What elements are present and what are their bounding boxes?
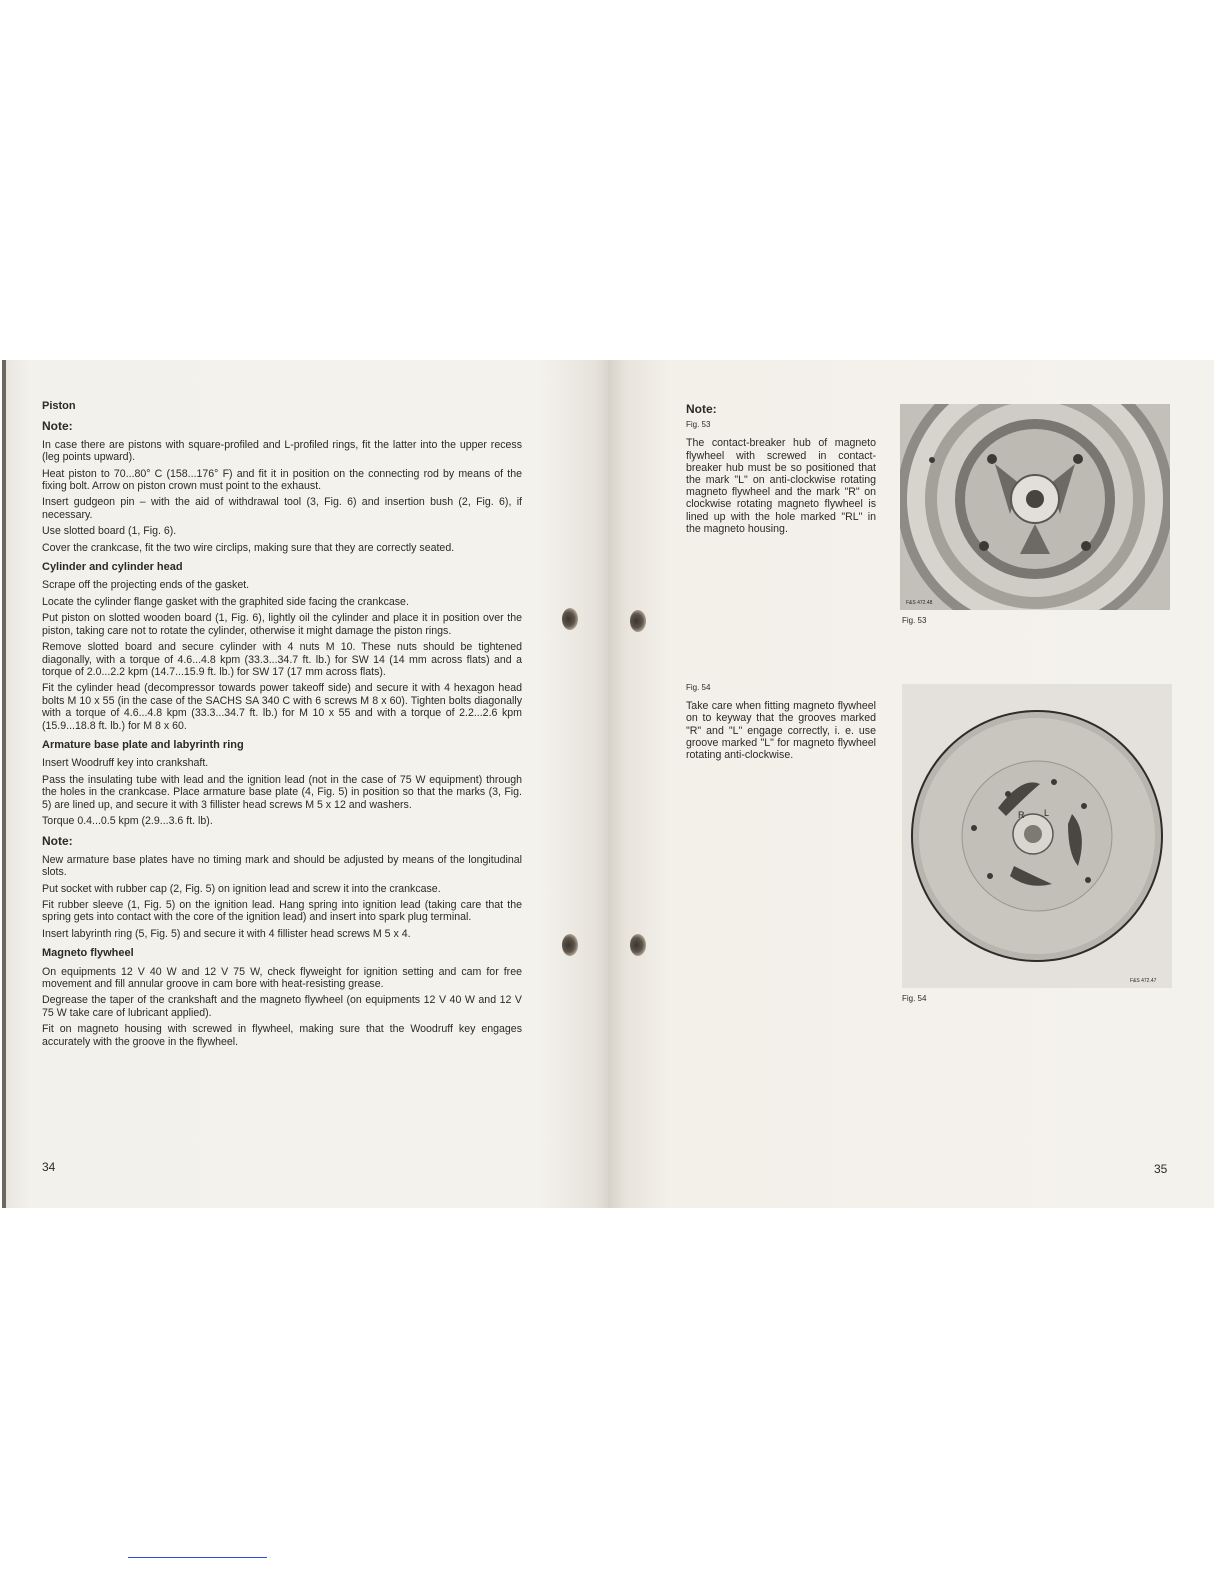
- magneto-flywheel-illustration: [900, 404, 1170, 610]
- cylinder-heading: Cylinder and cylinder head: [42, 561, 183, 574]
- paragraph: Insert labyrinth ring (5, Fig. 5) and secure it with 4 fillister head screws M 5 x 4.: [42, 927, 411, 940]
- right-page: [608, 360, 1214, 1208]
- paragraph: Insert gudgeon pin – with the aid of withdrawal tool (3, Fig. 6) and insertion bush (2, Fig. 6), if necessary.: [42, 496, 522, 521]
- binding-hole: [562, 608, 578, 630]
- paragraph: Scrape off the projecting ends of the gasket.: [42, 579, 250, 592]
- magneto-flywheel-rear-illustration: [902, 684, 1172, 988]
- photo-code: F&S 472.47: [1130, 978, 1157, 984]
- paragraph: Fit the cylinder head (decompressor towards power takeoff side) and secure it with 4 hexagon head bolts M 10 x 55 (in the case of the SACHS SA 340 C with 6 screws M 8 x 60). Tighten bolts diagonally with a torque of 4.6...4.8 kpm (33.3...34.7 ft. lb.) for M 10 x 55 and with a torque of 2.2...2.6 kpm (15.9...18.8 ft. lb.) for M 8 x 60.: [42, 682, 522, 732]
- paragraph: New armature base plates have no timing mark and should be adjusted by means of the longitudinal slots.: [42, 853, 522, 879]
- paragraph: Take care when fitting magneto flywheel on to keyway that the grooves marked "R" and "L" engage correctly, i. e. use groove marked "L" for magneto flywheel rotating anti-clockwise.: [686, 700, 876, 762]
- note-heading: Note:: [686, 402, 717, 416]
- fig54-caption: Fig. 54: [902, 994, 927, 1003]
- paragraph: Heat piston to 70...80° C (158...176° F) and fit it in position on the connecting rod by means of the fixing bolt. Arrow on piston crown must point to the exhaust.: [42, 467, 522, 493]
- paragraph: In case there are pistons with square-profiled and L-profiled rings, fit the latter into the upper recess (leg points upward).: [42, 438, 522, 464]
- fig53-photo: [900, 404, 1170, 610]
- figure-reference: Fig. 54: [686, 683, 711, 692]
- page-number-right: 35: [1154, 1162, 1168, 1176]
- paragraph: Fit rubber sleeve (1, Fig. 5) on the ignition lead. Hang spring into ignition lead (taking care that the spring gets into contact with the core of the ignition lead) and insert into spark plug terminal.: [42, 899, 522, 924]
- binding-hole: [630, 610, 646, 632]
- paragraph: The contact-breaker hub of magneto flywheel with screwed in contact-breaker hub must be so positioned that the mark "L" on anti-clockwise rotating magneto flywheel and the mark "R" on clockwise rotating magneto flywheel is lined up with the hole marked "RL" in the magneto housing.: [686, 437, 876, 535]
- left-text-column: [42, 400, 522, 1052]
- armature-heading: Armature base plate and labyrinth ring: [42, 738, 244, 751]
- paragraph: Put piston on slotted wooden board (1, Fig. 6), lightly oil the cylinder and place it in position over the piston, taking care not to rotate the cylinder, otherwise it might damage the piston rings.: [42, 612, 522, 637]
- paragraph: Locate the cylinder flange gasket with the graphited side facing the crankcase.: [42, 595, 409, 608]
- book-spread: [2, 360, 1214, 1208]
- note-heading: Note:: [42, 419, 73, 434]
- left-page: [2, 360, 612, 1208]
- link-underline: [128, 1557, 267, 1558]
- note-heading: Note:: [42, 834, 73, 849]
- fig53-text-block: [686, 403, 876, 535]
- page-number-left: 34: [42, 1160, 56, 1174]
- paragraph: Pass the insulating tube with lead and the ignition lead (not in the case of 75 W equipment) through the holes in the crankcase. Place armature base plate (4, Fig. 5) in position so that the marks (3, Fig. 5) are lined up, and secure it with 3 fillister head screws M 5 x 12 and washers.: [42, 773, 522, 811]
- fig53-caption: Fig. 53: [902, 616, 927, 625]
- paragraph: On equipments 12 V 40 W and 12 V 75 W, check flyweight for ignition setting and cam for free movement and fill annular groove in cam bore with heat-resisting grease.: [42, 965, 522, 991]
- paragraph: Cover the crankcase, fit the two wire circlips, making sure that they are correctly seated.: [42, 541, 455, 554]
- mark-r-label: R: [1018, 810, 1025, 820]
- fig54-photo: [902, 684, 1172, 988]
- paragraph: Insert Woodruff key into crankshaft.: [42, 757, 209, 770]
- figure-reference: Fig. 53: [686, 420, 711, 430]
- binding-hole: [630, 934, 646, 956]
- mark-l-label: L: [1044, 808, 1050, 818]
- paragraph: Fit on magneto housing with screwed in flywheel, making sure that the Woodruff key engages accurately with the groove in the flywheel.: [42, 1023, 522, 1048]
- paragraph: Degrease the taper of the crankshaft and the magneto flywheel (on equipments 12 V 40 W and 12 V 75 W take care of lubricant applied).: [42, 994, 522, 1019]
- paragraph: Put socket with rubber cap (2, Fig. 5) on ignition lead and screw it into the crankcase.: [42, 882, 441, 895]
- binding-hole: [562, 934, 578, 956]
- photo-code: F&S 472.48: [906, 600, 933, 606]
- paragraph: Torque 0.4...0.5 kpm (2.9...3.6 ft. lb).: [42, 814, 213, 827]
- fig54-text-block: [686, 682, 876, 761]
- paragraph: Remove slotted board and secure cylinder with 4 nuts M 10. These nuts should be tightened diagonally, with a torque of 4.6...4.8 kpm (33.3...34.7 ft. lb.) for SW 14 (14 mm across flats) and a torque of 2.0...2.2 kpm (14.7...15.9 ft. lb.) for SW 17 (17 mm across flats).: [42, 641, 522, 678]
- magneto-heading: Magneto flywheel: [42, 947, 134, 960]
- piston-heading: Piston: [42, 400, 76, 412]
- paragraph: Use slotted board (1, Fig. 6).: [42, 525, 177, 538]
